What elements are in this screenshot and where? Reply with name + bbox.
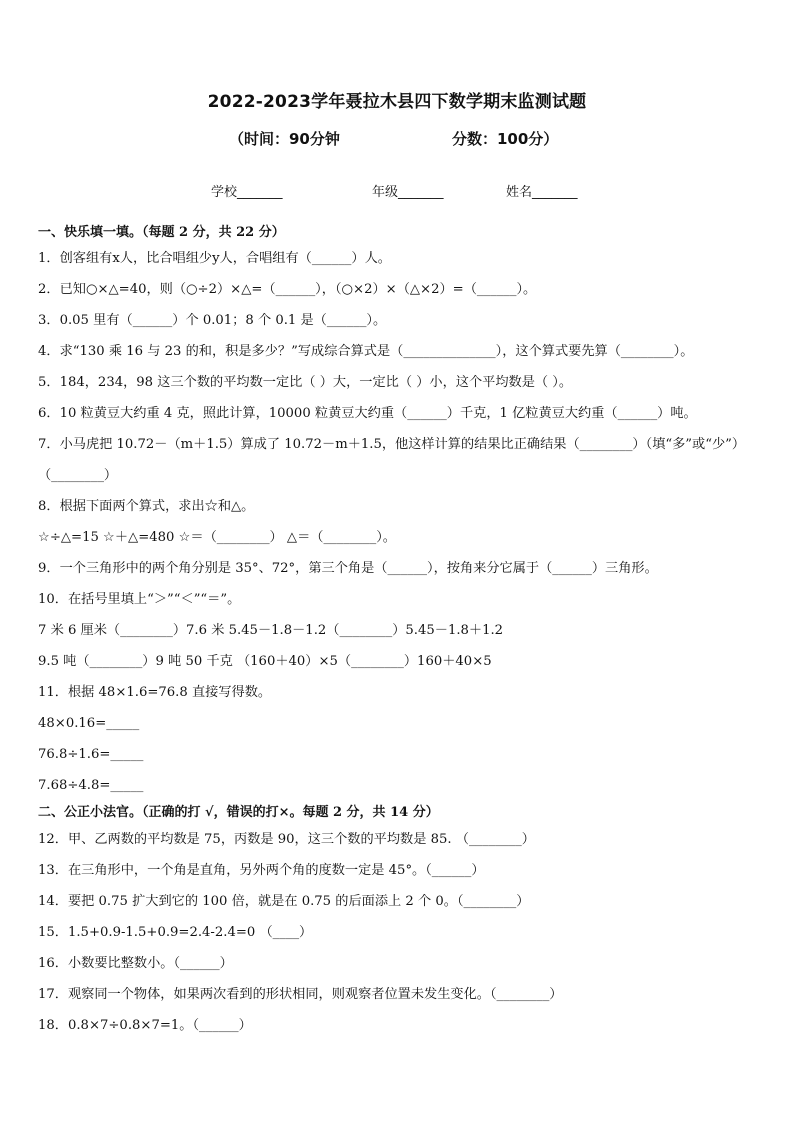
question-line: 3．0.05 里有（______）个 0.01；8 个 0.1 是（______）。 [38, 313, 387, 328]
question-line: 18．0.8×7÷0.8×7=1。（______） [38, 1018, 252, 1033]
school-field: 学校_______ [211, 185, 283, 200]
question-line: 5．184，234，98 这三个数的平均数一定比（ ）大，一定比（ ）小，这个平均数是（ ）。 [38, 375, 573, 390]
question-line: （________） [38, 468, 118, 483]
question-line: 13．在三角形中，一个角是直角，另外两个角的度数一定是 45°。（______） [38, 863, 485, 878]
name-field: 姓名_______ [506, 185, 578, 200]
question-line: 7.68÷4.8=_____ [38, 778, 144, 793]
question-line: 17．观察同一个物体，如果两次看到的形状相同，则观察者位置未发生变化。（________） [38, 987, 563, 1002]
question-line: 9．一个三角形中的两个角分别是 35°、72°，第三个角是（______），按角来分它属于（______）三角形。 [38, 561, 658, 576]
exam-time: （时间：90分钟 [229, 130, 340, 148]
exam-score: 分数：100分） [452, 130, 559, 148]
question-line: 10．在括号里填上“＞”“＜”“＝”。 [38, 592, 241, 607]
question-line: 15．1.5+0.9-1.5+0.9=2.4-2.4=0 （____） [38, 925, 313, 940]
question-line: 16．小数要比整数小。（______） [38, 956, 233, 971]
section-heading: 二、公正小法官。（正确的打 √，错误的打×。每题 2 分，共 14 分） [38, 805, 439, 820]
question-line: ☆÷△=15 ☆＋△=480 ☆＝（________） △＝（________）。 [38, 530, 396, 545]
question-line: 11．根据 48×1.6=76.8 直接写得数。 [38, 685, 272, 700]
question-line: 4．求“130 乘 16 与 23 的和，积是多少？”写成综合算式是（______________），这个算式要先算（________）。 [38, 344, 694, 359]
question-line: 1．创客组有x人，比合唱组少y人，合唱组有（______）人。 [38, 251, 391, 266]
question-line: 8．根据下面两个算式，求出☆和△。 [38, 499, 255, 514]
question-line: 14．要把 0.75 扩大到它的 100 倍，就是在 0.75 的后面添上 2 个 0。（________） [38, 894, 530, 909]
question-line: 9.5 吨（________）9 吨 50 千克 （160＋40）×5（________）160＋40×5 [38, 654, 492, 669]
question-line: 2．已知○×△=40，则（○÷2）×△=（______），（○×2）×（△×2）=（______）。 [38, 282, 537, 297]
page-title: 2022-2023学年聂拉木县四下数学期末监测试题 [207, 92, 587, 112]
question-line: 7 米 6 厘米（________）7.6 米 5.45－1.8－1.2（________）5.45－1.8＋1.2 [38, 623, 504, 638]
grade-field: 年级_______ [372, 185, 444, 200]
section-heading: 一、快乐填一填。（每题 2 分，共 22 分） [38, 225, 285, 240]
question-line: 6．10 粒黄豆大约重 4 克，照此计算，10000 粒黄豆大约重（______）千克，1 亿粒黄豆大约重（______）吨。 [38, 406, 697, 421]
question-line: 7．小马虎把 10.72－（m＋1.5）算成了 10.72－m＋1.5，他这样计算的结果比正确结果（________）（填“多”或“少”） [38, 437, 746, 452]
question-line: 76.8÷1.6=_____ [38, 747, 144, 762]
question-line: 48×0.16=_____ [38, 716, 140, 731]
question-line: 12．甲、乙两数的平均数是 75，丙数是 90，这三个数的平均数是 85. （________） [38, 832, 535, 847]
